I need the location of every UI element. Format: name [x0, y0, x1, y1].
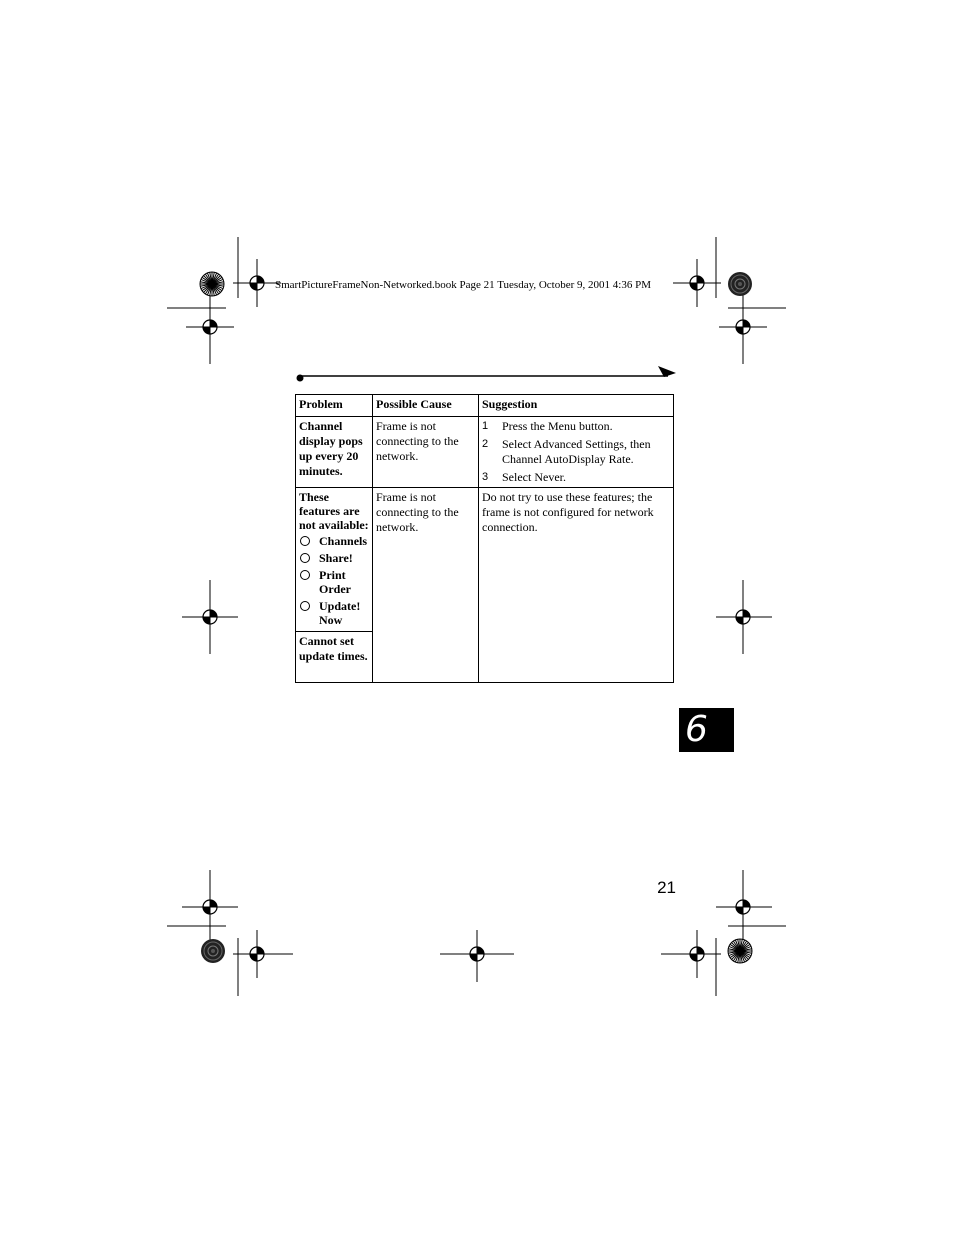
column-header-cause: Possible Cause: [373, 395, 479, 417]
step-text: Press the Menu button.: [502, 419, 613, 433]
circle-bullet-icon: [300, 601, 310, 611]
list-item: [299, 551, 369, 565]
step-item: [482, 470, 670, 485]
feature-label: Update! Now: [319, 599, 361, 627]
column-header-suggestion: Suggestion: [479, 395, 674, 417]
feature-label: Channels: [319, 534, 368, 548]
step-item: [482, 437, 670, 467]
step-text: Select Never.: [502, 470, 566, 484]
suggestion-steps: [482, 419, 670, 485]
table-header-row: [296, 395, 674, 417]
problem-cell: Channel display pops up every 20 minutes.: [296, 417, 373, 488]
step-number: 2: [482, 438, 489, 450]
step-text: Select Advanced Settings, then Channel AutoDisplay Rate.: [502, 437, 651, 466]
circle-bullet-icon: [300, 553, 310, 563]
step-number: 3: [482, 471, 489, 483]
feature-label: Share!: [319, 551, 353, 565]
step-item: [482, 419, 670, 434]
cause-cell: Frame is not connecting to the network.: [373, 488, 479, 683]
feature-label: Print Order: [319, 568, 351, 596]
list-item: [299, 534, 369, 548]
page-number: 21: [657, 878, 676, 897]
step-number: 1: [482, 420, 489, 432]
circle-bullet-icon: [300, 570, 310, 580]
list-item: [299, 599, 369, 627]
troubleshooting-table: [295, 394, 674, 683]
suggestion-cell: [479, 417, 674, 488]
suggestion-cell: Do not try to use these features; the frame is not configured for network connection.: [479, 488, 674, 683]
chapter-tab: 6: [679, 708, 734, 752]
feature-list: [299, 534, 369, 627]
section-rule: [296, 365, 680, 385]
table-row: [296, 417, 674, 488]
problem-cell: [296, 488, 373, 683]
table-row: [296, 488, 674, 683]
cause-cell: Frame is not connecting to the network.: [373, 417, 479, 488]
problem-extra: Cannot set update times.: [299, 634, 368, 663]
circle-bullet-icon: [300, 536, 310, 546]
features-intro: These features are not available:: [299, 490, 369, 532]
column-header-problem: Problem: [296, 395, 373, 417]
list-item: [299, 568, 369, 596]
book-info-header: SmartPictureFrameNon-Networked.book Page 21 Tuesday, October 9, 2001 4:36 PM: [275, 279, 651, 291]
